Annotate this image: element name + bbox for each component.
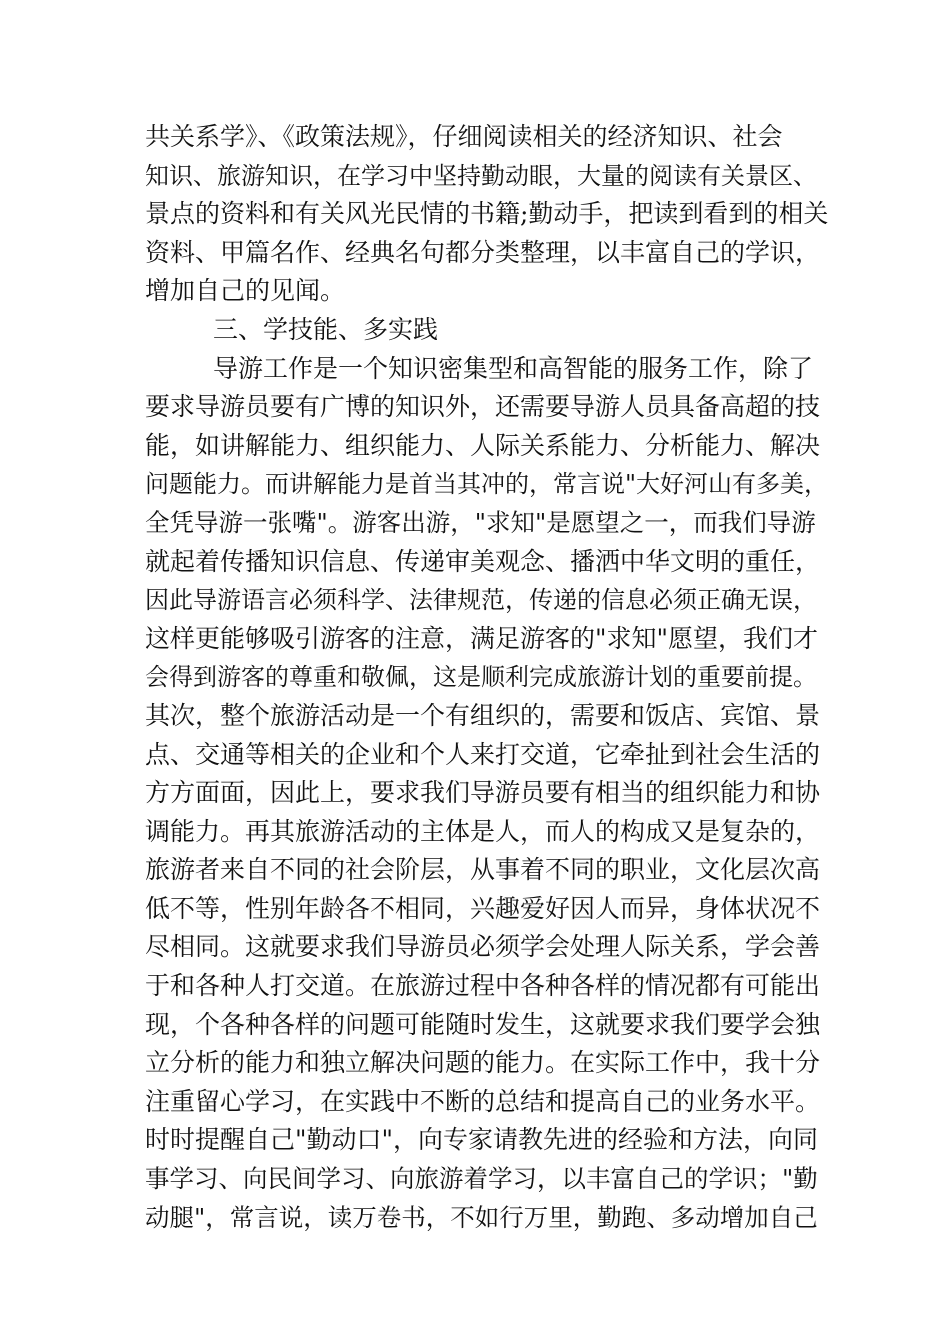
text-line: 时时提醒自己"勤动口"，向专家请教先进的经验和方法，向同 bbox=[145, 1125, 819, 1155]
text-line: 能，如讲解能力、组织能力、人际关系能力、分析能力、解决 bbox=[145, 430, 821, 460]
document-body bbox=[145, 118, 829, 1237]
text-line: 立分析的能力和独立解决问题的能力。在实际工作中，我十分 bbox=[145, 1048, 821, 1078]
text-line: 事学习、向民间学习、向旅游着学习，以丰富自己的学识；"勤 bbox=[145, 1164, 818, 1194]
text-line: 旅游者来自不同的社会阶层，从事着不同的职业，文化层次高 bbox=[145, 855, 821, 885]
text-line: 问题能力。而讲解能力是首当其冲的，常言说"大好河山有多美， bbox=[145, 470, 829, 499]
text-line: 其次，整个旅游活动是一个有组织的，需要和饭店、宾馆、景 bbox=[145, 700, 821, 730]
text-line: 增加自己的见闻。 bbox=[145, 276, 346, 306]
text-line: 点、交通等相关的企业和个人来打交道，它牵扯到社会生活的 bbox=[145, 739, 821, 769]
text-line: 景点的资料和有关风光民情的书籍;勤动手，把读到看到的相关 bbox=[145, 199, 829, 229]
text-line: 知识、旅游知识，在学习中坚持勤动眼，大量的阅读有关景区、 bbox=[145, 161, 817, 190]
text-line: 动腿"，常言说，读万卷书，不如行万里，勤跑、多动增加自己 bbox=[145, 1202, 818, 1232]
text-line: 注重留心学习，在实践中不断的总结和提高自己的业务水平。 bbox=[145, 1086, 821, 1116]
text-line: 共关系学》、《政策法规》，仔细阅读相关的经济知识、社会 bbox=[145, 122, 783, 151]
text-line: 导游工作是一个知识密集型和高智能的服务工作，除了 bbox=[213, 353, 814, 383]
text-line: 低不等，性别年龄各不相同，兴趣爱好因人而异，身体状况不 bbox=[145, 893, 821, 923]
text-line: 就起着传播知识信息、传递审美观念、播洒中华文明的重任， bbox=[145, 546, 821, 576]
text-line: 三、学技能、多实践 bbox=[213, 314, 439, 344]
text-line: 资料、甲篇名作、经典名句都分类整理，以丰富自己的学识， bbox=[145, 237, 821, 267]
text-line: 方方面面，因此上，要求我们导游员要有相当的组织能力和协 bbox=[145, 778, 821, 808]
text-line: 全凭导游一张嘴"。游客出游，"求知"是愿望之一，而我们导游 bbox=[145, 507, 816, 537]
text-line: 这样更能够吸引游客的注意，满足游客的"求知"愿望，我们才 bbox=[145, 623, 819, 653]
text-line: 会得到游客的尊重和敬佩，这是顺利完成旅游计划的重要前提。 bbox=[145, 663, 817, 692]
text-line: 于和各种人打交道。在旅游过程中各种各样的情况都有可能出 bbox=[145, 971, 821, 1001]
text-line: 因此导游语言必须科学、法律规范，传递的信息必须正确无误， bbox=[145, 586, 817, 615]
text-line: 现，个各种各样的问题可能随时发生，这就要求我们要学会独 bbox=[145, 1009, 821, 1039]
text-line: 调能力。再其旅游活动的主体是人，而人的构成又是复杂的， bbox=[145, 816, 821, 846]
text-line: 要求导游员要有广博的知识外，还需要导游人员具备高超的技 bbox=[145, 392, 821, 422]
text-line: 尽相同。这就要求我们导游员必须学会处理人际关系，学会善 bbox=[145, 932, 821, 962]
